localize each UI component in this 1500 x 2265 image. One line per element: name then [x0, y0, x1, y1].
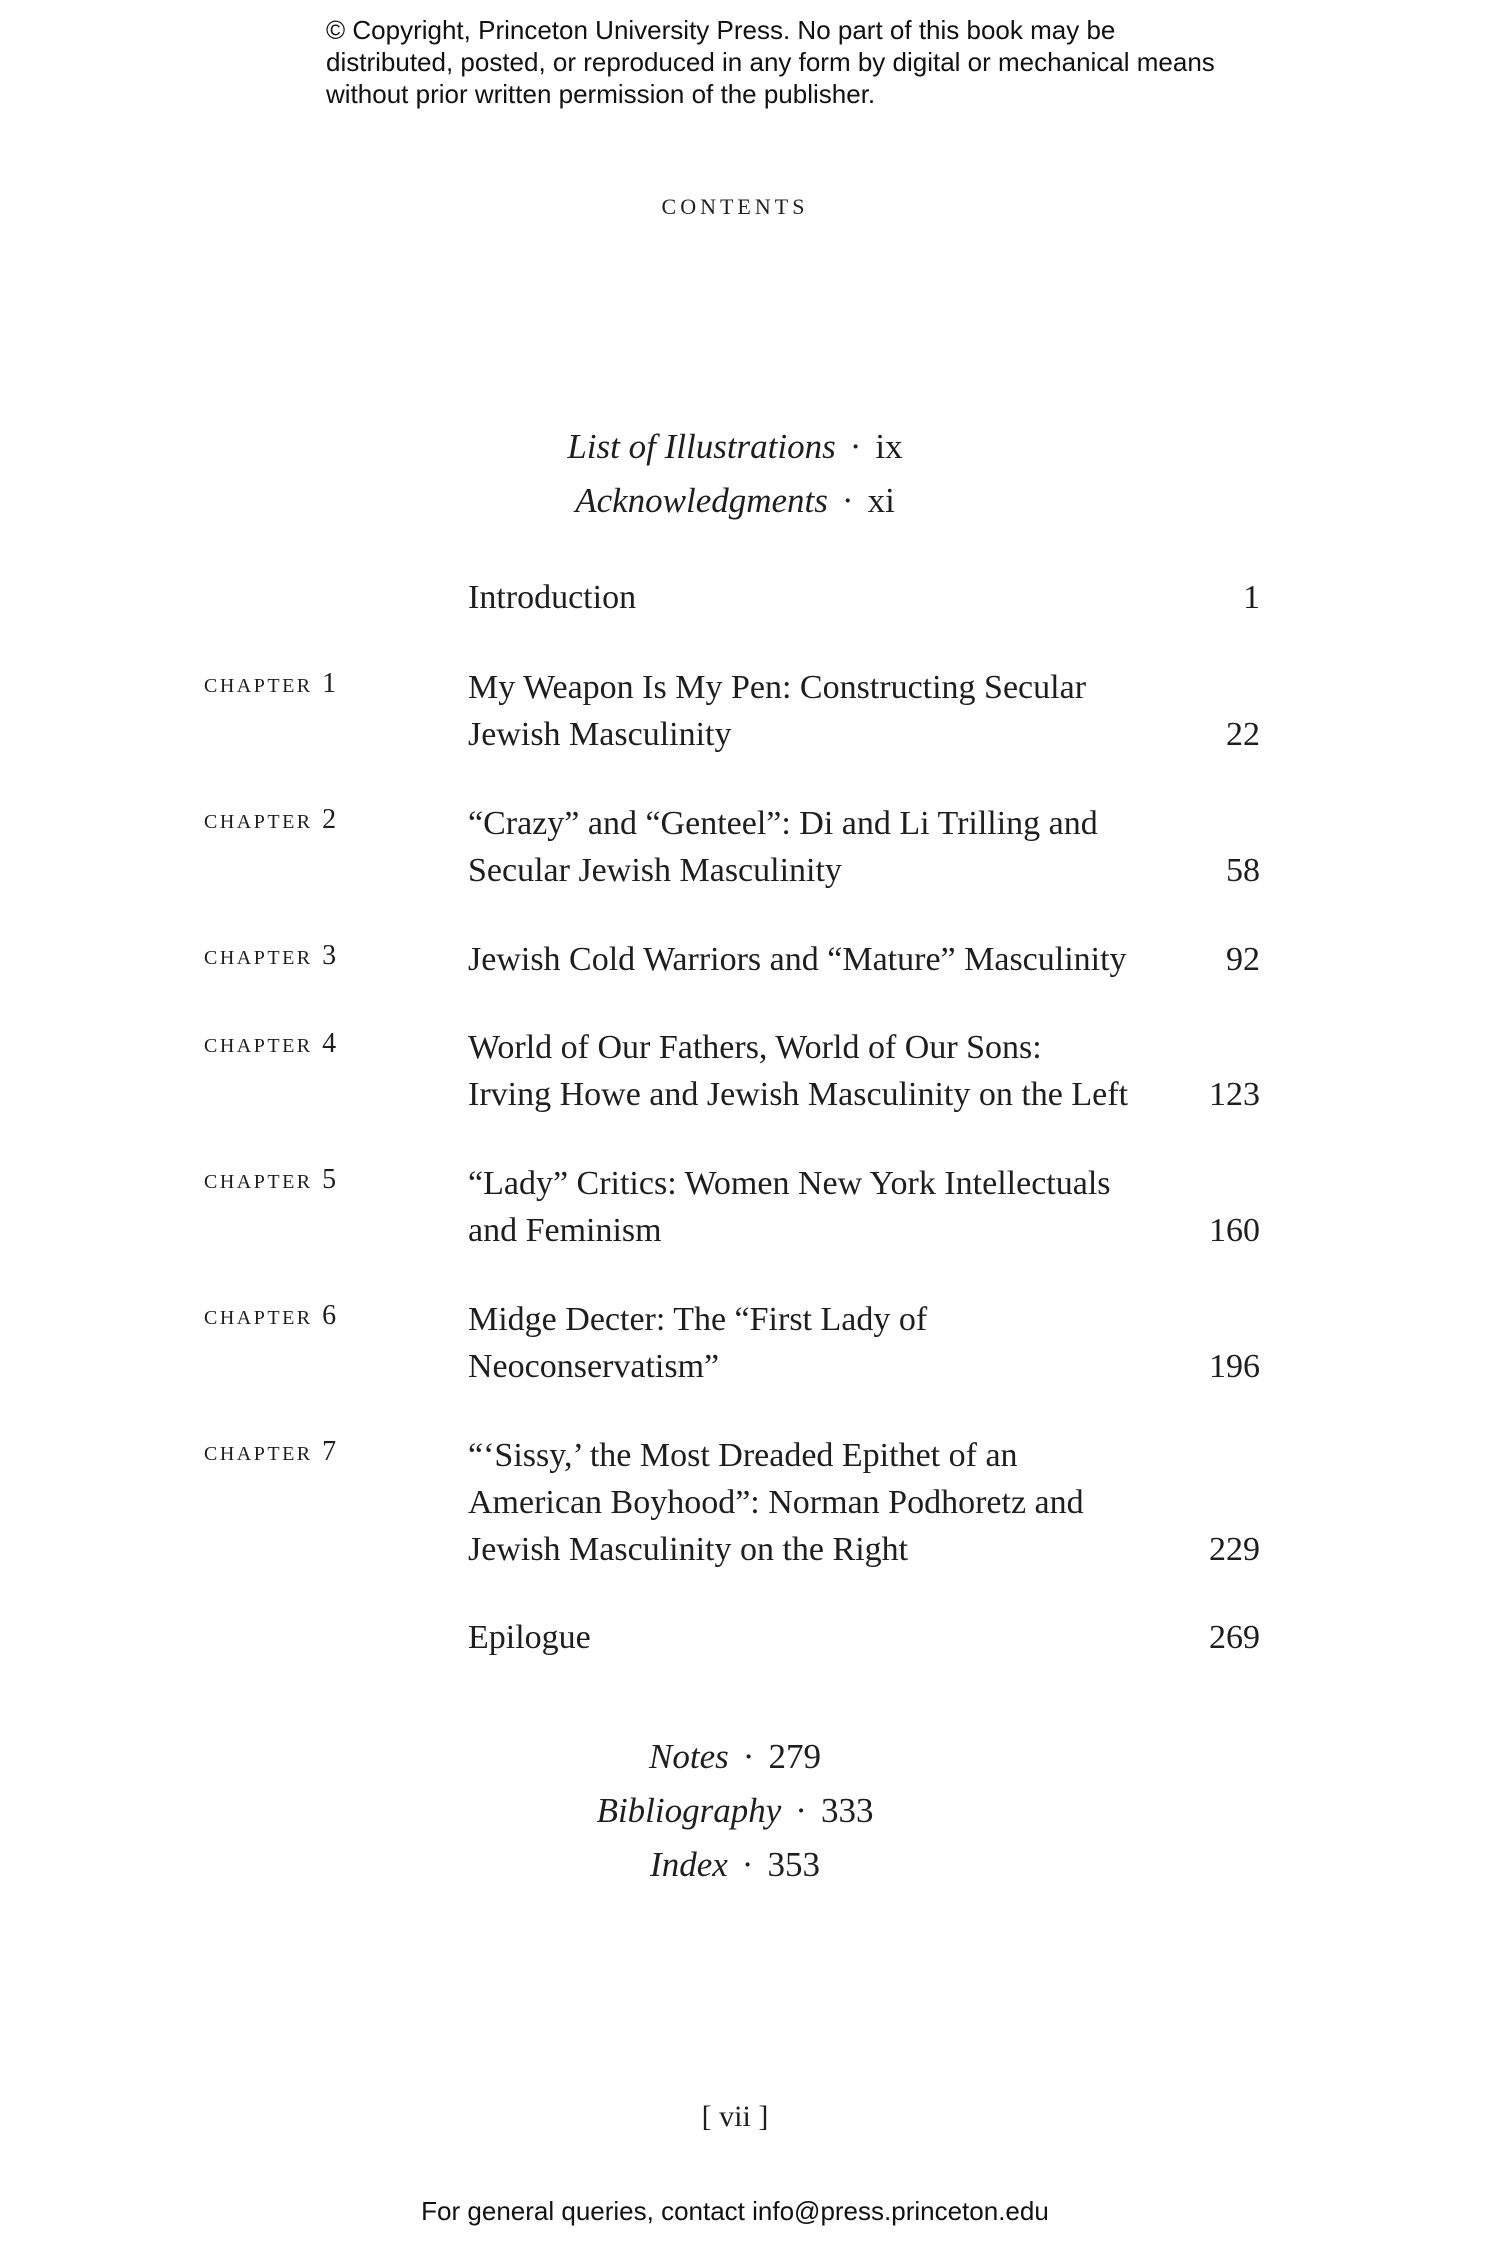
entry-title: Introduction — [468, 579, 637, 616]
back-matter-item[interactable] — [0, 1730, 1470, 1784]
entry-title: Epilogue — [468, 1619, 591, 1656]
entry-title: My Weapon Is My Pen: Constructing Secular Jewish Masculinity — [468, 669, 1087, 753]
back-matter-title: Bibliography — [596, 1791, 782, 1830]
entry-page-number: 92 — [1226, 941, 1260, 978]
chapter-label: chapter 4 — [204, 1028, 339, 1059]
entry-page-number: 123 — [1209, 1076, 1260, 1113]
entry-title: “‘Sissy,’ the Most Dreaded Epithet of an American Boyhood”: Norman Podhoretz and Jewish Masculinity on the Right — [468, 1437, 1084, 1568]
back-matter-page: 353 — [767, 1845, 820, 1884]
front-matter-title: Acknowledgments — [575, 481, 828, 520]
entry-page-number: 160 — [1209, 1212, 1260, 1249]
chapter-label: chapter 2 — [204, 804, 339, 835]
front-matter-page: xi — [867, 481, 895, 520]
chapter-label: chapter 5 — [204, 1164, 339, 1195]
entry-title: “Crazy” and “Genteel”: Di and Li Trilling and Secular Jewish Masculinity — [468, 805, 1098, 889]
entry-page-number: 22 — [1226, 716, 1260, 753]
chapter-label: chapter 6 — [204, 1300, 339, 1331]
entry-title: “Lady” Critics: Women New York Intellectuals and Feminism — [468, 1165, 1111, 1249]
entry-page-number: 58 — [1226, 852, 1260, 889]
entry-page-number: 229 — [1209, 1531, 1260, 1568]
back-matter-item[interactable] — [0, 1838, 1470, 1892]
front-matter-item[interactable] — [0, 420, 1470, 474]
entry-title: World of Our Fathers, World of Our Sons: Irving Howe and Jewish Masculinity on the Left — [468, 1029, 1129, 1113]
separator-dot: · — [795, 1791, 807, 1830]
back-matter-list — [0, 1730, 1470, 1892]
separator-dot: · — [849, 427, 862, 466]
entry-page-number: 196 — [1209, 1348, 1260, 1385]
contents-heading: contents — [661, 186, 809, 221]
back-matter-page: 333 — [820, 1791, 874, 1830]
entry-page-number: 269 — [1209, 1619, 1260, 1656]
chapter-label: chapter 7 — [204, 1436, 339, 1467]
chapter-label: chapter 3 — [204, 940, 339, 971]
back-matter-item[interactable] — [0, 1784, 1470, 1838]
front-matter-list — [0, 420, 1470, 528]
entry-page-number: 1 — [1243, 579, 1260, 616]
entry-title: Midge Decter: The “First Lady of Neoconservatism” — [468, 1301, 928, 1385]
back-matter-page: 279 — [768, 1737, 821, 1776]
chapter-label: chapter 1 — [204, 668, 339, 699]
page-folio: [ vii ] — [701, 2100, 769, 2133]
footer-contact: For general queries, contact info@press.princeton.edu — [421, 2196, 1049, 2226]
separator-dot: · — [741, 1845, 754, 1884]
separator-dot: · — [841, 481, 854, 520]
back-matter-title: Notes — [649, 1737, 729, 1776]
separator-dot: · — [742, 1737, 755, 1776]
entry-title: Jewish Cold Warriors and “Mature” Masculinity — [468, 941, 1127, 978]
copyright-notice: © Copyright, Princeton University Press. No part of this book may be distributed, posted, or reproduced in any form by digital or mechanical means without prior written permission of the publisher. — [326, 15, 1215, 109]
front-matter-title: List of Illustrations — [567, 427, 836, 466]
back-matter-title: Index — [650, 1845, 728, 1884]
front-matter-item[interactable] — [0, 474, 1470, 528]
front-matter-page: ix — [875, 427, 903, 466]
